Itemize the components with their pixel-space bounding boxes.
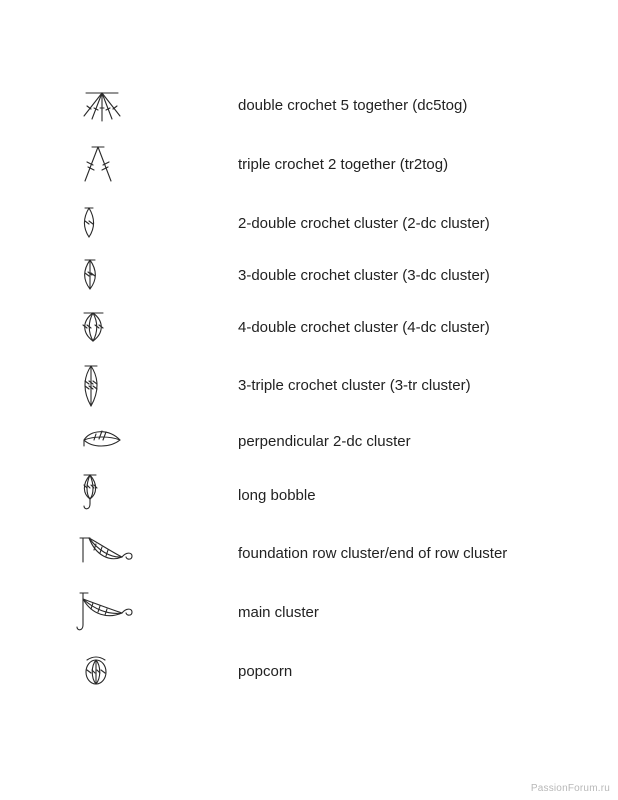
legend-label: triple crochet 2 together (tr2tog) — [238, 156, 449, 173]
legend-row — [0, 418, 618, 466]
foundation-row-cluster-icon — [72, 530, 142, 578]
legend-row — [0, 304, 618, 352]
legend-row — [0, 141, 618, 189]
legend-label: long bobble — [238, 487, 316, 504]
tr2tog-icon — [72, 141, 142, 189]
legend-row — [0, 82, 618, 130]
legend-label: perpendicular 2-dc cluster — [238, 433, 411, 450]
legend-label: 3-triple crochet cluster (3-tr cluster) — [238, 377, 471, 394]
2dc-cluster-icon — [72, 200, 142, 248]
legend-row — [0, 252, 618, 300]
3dc-cluster-icon — [72, 252, 142, 300]
legend-label: main cluster — [238, 604, 319, 621]
legend-row — [0, 200, 618, 248]
3tr-cluster-icon — [72, 362, 142, 410]
legend-label: foundation row cluster/end of row cluster — [238, 545, 508, 562]
legend-row — [0, 589, 618, 637]
popcorn-icon — [72, 648, 142, 696]
legend-label: 4-double crochet cluster (4-dc cluster) — [238, 319, 490, 336]
main-cluster-icon — [72, 589, 142, 637]
watermark: PassionForum.ru — [530, 783, 610, 794]
legend-label: 3-double crochet cluster (3-dc cluster) — [238, 267, 490, 284]
legend-row — [0, 530, 618, 578]
legend-row — [0, 472, 618, 520]
long-bobble-icon — [72, 472, 142, 520]
dc5tog-icon — [72, 82, 142, 130]
legend-row — [0, 362, 618, 410]
perpendicular-2dc-cluster-icon — [72, 418, 142, 466]
legend-row — [0, 648, 618, 696]
legend-label: double crochet 5 together (dc5tog) — [238, 97, 468, 114]
4dc-cluster-icon — [72, 304, 142, 352]
legend-label: popcorn — [238, 663, 293, 680]
legend-label: 2-double crochet cluster (2-dc cluster) — [238, 215, 490, 232]
